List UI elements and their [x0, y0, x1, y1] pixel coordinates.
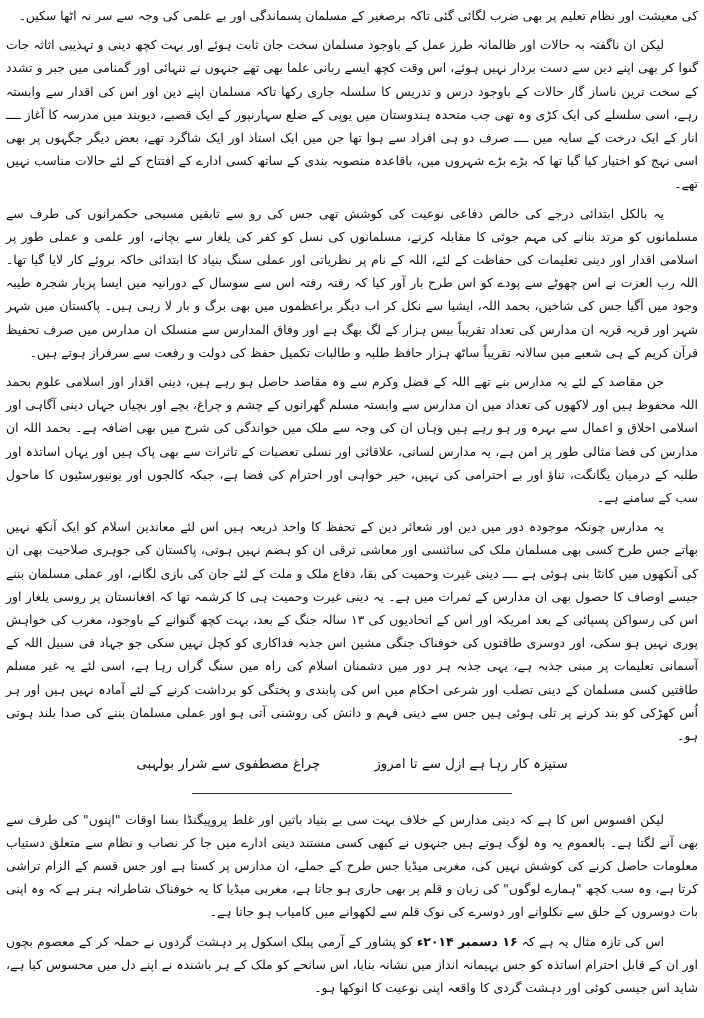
paragraph-6: لیکن افسوس اس کا ہے کہ دینی مدارس کے خلاف بہت سی بے بنیاد باتیں اور غلط پروپیگنڈا بسا اوقات "اپنوں" کی طرف سے بھی آنے لگتا ہے۔ بالعموم یہ وہ لوگ ہوتے ہیں جنہوں نے کبھی کسی مستند دینی ادارے میں جا کر نصاب و نظام سے متعلق دستیاب معلومات حاصل کرنے کی کوشش نہیں کی، مغربی میڈیا جس طرح کے جملے، ان مدارس پر کستا ہے اور جس قسم کے الزام تراشی کرتا ہے، وہ سب کچھ "ہمارے لوگوں" کی زبان و قلم پر بھی جاری ہو جاتا ہے، مغربی میڈیا کا یہ خوفناک شاطرانہ ہنر ہے کہ وہ اپنی بات دوسروں کے حلق سے نکلوانے اور دوسرے کی نوک قلم سے لکھوانے میں کامیاب ہو جاتا ہے۔ [6, 811, 698, 920]
paragraph-4: جن مقاصد کے لئے یہ مدارس بنے تھے اللہ کے فضل وکرم سے وہ مقاصد حاصل ہو رہے ہیں، دینی اقدار اور اسلامی علوم بحمد اللہ محفوظ ہیں اور لاکھوں کی تعداد میں ان مدارس سے وابستہ مسلم گھرانوں کے چشم و چراغ، بچے اور بچیاں جہاں دینی آگاہی اور اسلامی اخلاق و اعمال سے بہرہ ور ہو رہے ہیں وہاں ان کی وجہ سے ملک میں خواندگی کی شرح میں بھی اضافہ ہے۔ بحمد اللہ ان مدارس کی فضا مثالی طور پر امن ہے، یہ مدارس لسانی، علاقائی اور نسلی تعصبات کے تاثرات سے بھی پاک ہیں اور یہاں اساتذہ اور طلبہ کے درمیان یگانگت، تناؤ اور بے احترامی کی نہیں، خیر خواہی اور احترام کی فضا ہے، جبکہ کالجوں اور یونیورسٹیوں کا ماحول سب کے سامنے ہے۔ [6, 374, 698, 506]
paragraph-5: یہ مدارس چونکہ موجودہ دور میں دین اور شعائر دین کے تحفظ کا واحد ذریعہ ہیں اس لئے معاندین اسلام کو ایک آنکھ نہیں بھاتے جس طرح کسی بھی مسلمان ملک کی سائنسی اور معاشی ترقی ان کو ہضم نہیں ہوتی، پاکستان کی جوہری صلاحیت بھی ان کی آنکھوں میں کانٹا بنی ہوئی ہے ــــ دینی غیرت وحمیت کی بقا، دفاع ملک و ملت کے لئے جان کی بازی لگانے، اور عملی مسلمان بننے جیسے اوصاف کا حصول بھی ان مدارس کے ثمرات میں ہے۔ یہ دینی غیرت وحمیت ہی کا کرشمہ تھا کہ افغانستان پر روسی یلغار اور اس کی رسواکن پسپائی کے بعد امریکہ اور اس کے اتحادیوں کی ۱۳ سالہ جنگ کے بعد، بہت کچھ گنوانے کے باوجود، مغرب کی خواہش پوری نہیں ہو سکی، اور دوسری طاقتوں کی خوفناک جنگی مشین اس جذبہ فداکاری کو کچل نہیں سکی جو جہاد فی سبیل اللہ کے آسمانی تعلیمات پر مبنی جذبہ ہے، یہی جذبہ ہر دور میں دشمنان اسلام کی راہ میں سنگ گراں رہا ہے، اسی لئے یہ غیر مسلم طاقتیں کسی مسلمان کے دینی تصلب اور شرعی احکام میں اس کی پابندی و پختگی کو برداشت کرنے کے لئے آمادہ نہیں ہیں اور ہر اُس کھڑکی کو بند کرنے پر تلی ہوئی ہیں جس سے دینی فہم و دانش کی روشنی آتی ہو اور عملی مسلمان بننے کی صدا بلند ہوتی ہو۔ [6, 519, 698, 744]
couplet-line-right: ستیزہ کار رہا ہے ازل سے تا امروز [374, 757, 568, 773]
event-date: ۱۶ دسمبر ۲۰۱۴ء [416, 933, 518, 949]
paragraph-1: کی معیشت اور نظام تعلیم پر بھی ضرب لگائی گئی تاکہ برصغیر کے مسلمان پسماندگی اور بے علمی کی وجہ سے سر نہ اٹھا سکیں۔ [18, 8, 698, 23]
section-divider [192, 793, 512, 794]
paragraph-7-before: اس کی تازہ مثال یہ ہے کہ [517, 933, 665, 949]
paragraph-2: لیکن ان ناگفتہ بہ حالات اور ظالمانہ طرز عمل کے باوجود مسلمان سخت جان ثابت ہوئے اور بہت کچھ دینی و تہذیبی اثاثہ جات گنوا کر بھی اپنے دین سے دست بردار نہیں ہوئے، اس وقت کچھ ایسے ربانی علما بھی تھے جنہوں نے تنہائی اور گمنامی میں جبر و تشدد کے سخت ترین ناساز گار حالات کے باوجود درس و تدریس کا سلسلہ جاری رکھا تاکہ مسلمان اپنے دین اور اس کی اقدار سے وابستہ رہے، اسی سلسلے کی ایک کڑی وہ تھی جب متحدہ ہندوستان میں یوپی کے ضلع سہارنپور کے ایک قصبے، دیوبند میں مدرسہ کا آغاز ــــ انار کے ایک درخت کے سایہ میں ــــ صرف دو ہی افراد سے ہوا تھا جن میں ایک استاذ اور ایک شاگرد تھے، بعض دیگر جگہوں پر بھی اسی نہج کو اختیار کیا گیا تھا کہ بڑے بڑے شہروں میں، باقاعدہ منصوبہ بندی کے ساتھ کسی ادارے کے افتتاح کے لئے حالات مناسب نہیں تھے۔ [6, 37, 698, 192]
paragraph-7-after: کو پشاور کے آرمی پبلک اسکول پر دہشت گردوں نے حملہ کر کے معصوم بچوں اور ان کے قابل احترام اساتذہ کو جس بہیمانہ انداز میں نشانہ بنایا، اس سانحے کو ملک کے ہر باشندہ نے اپنے دل میں محسوس کیا ہے، شاید اس جیسی کوئی اور دہشت گردی کا واقعہ اپنی نوعیت کا انوکھا ہو۔ [6, 933, 698, 995]
poetry-couplet [6, 753, 698, 776]
paragraph-3: یہ بالکل ابتدائی درجے کی خالص دفاعی نوعیت کی کوشش تھی جس کی رو سے تابقیں مسیحی حکمرانوں کی طرف سے مسلمانوں کو مرتد بنانے کی مہم جوئی کا مقابلہ کرنے، مسلمانوں کی نسل کو کفر کی یلغار سے بچانے، اور علمی و عملی طور پر اسلامی اقدار اور دینی تعلیمات کی حفاظت کے لئے، اللہ کے نام پر نظریاتی اور عملی سنگ بنیاد کا ابتدائی خاکہ بروئے کار لایا گیا تھا۔ اللہ رب العزت نے اس چھوٹے سے پودے کو اس طرح بار آور کیا کہ رفتہ رفتہ اس سے سوسال کے دورانیہ میں ایسا پربار شجرہ طیبہ وجود میں آگیا جس کی شاخیں، بحمد اللہ، ایشیا سے نکل کر اب دیگر براعظموں میں بھی برگ و بار لا رہی ہیں۔ پاکستان میں شہر شہر اور قریہ قریہ ان مدارس کی تعداد تقریباً بیس ہزار کے لگ بھگ ہے اور وفاق المدارس سے منسلک ان مدارس میں صرف تحفیظ قرآن کریم کے ہی شعبے میں سالانہ تقریباً ساٹھ ہزار حافظ طلبہ و طالبات تکمیل حفظ کی دولت و رفعت سے سرفراز ہوتے ہیں۔ [6, 205, 698, 360]
couplet-line-left: چراغ مصطفوی سے شرار بولہبی [136, 757, 321, 773]
article-page [6, 4, 698, 1005]
paragraph-7 [6, 930, 698, 1000]
